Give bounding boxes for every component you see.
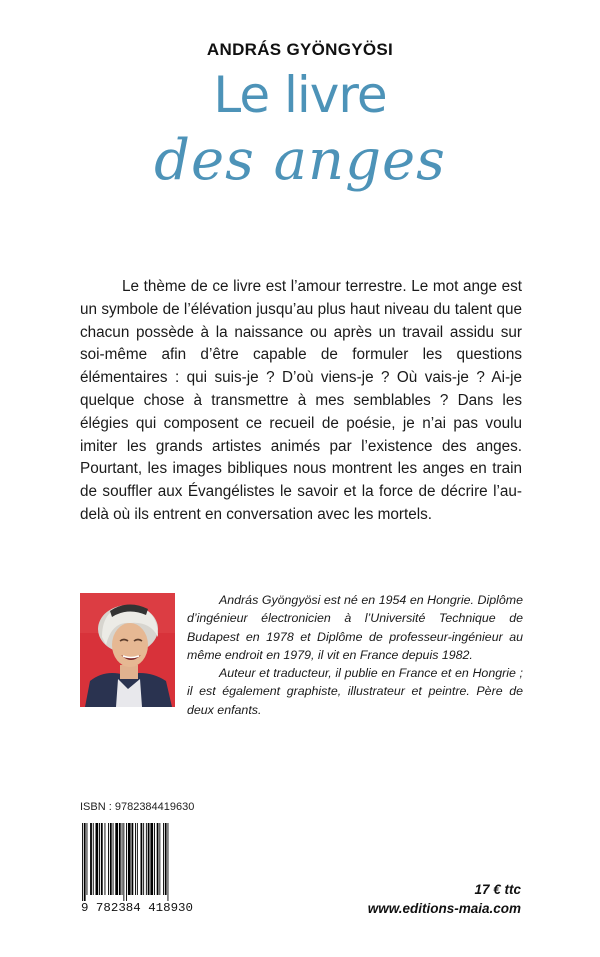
book-title-line-1: Le livre [213,66,387,124]
author-biography [187,591,523,719]
barcode-bar [87,823,88,895]
barcode-bars [82,823,168,901]
barcode-bar [96,823,99,895]
barcode-bar [146,823,147,895]
barcode-bar [128,823,131,895]
publisher-website: www.editions-maia.com [367,901,521,916]
barcode-bar [137,823,138,895]
barcode-bar [168,823,169,901]
book-blurb: Le thème de ce livre est l’amour terrestre. Le mot ange est un symbole de l’élévation jusqu’au plus haut niveau du talent que chacun possède à la naissance ou après un travail assidu sur soi-même afin d’être capable de formuler les questions élémentaires : qui suis-je ? D’où viens-je ? Où vais-je ? Ai-je quelque chose à transmettre à mes semblables ? Dans les élégies qui composent ce recueil de poésie, je n’ai pas voulu imiter les grands artistes animés par l’existence des anges. Pourtant, les images bibliques nous montrent les anges en train de souffler aux Évangélistes le savoir et la force de décrire l’au-delà où ils entrent en conversation avec les mortels. [80,278,522,523]
barcode-bar [143,823,144,895]
barcode-bar [150,823,153,895]
barcode-bar [141,823,143,895]
barcode-bar [135,823,136,895]
barcode-bar [132,823,134,895]
barcode-bar [148,823,150,895]
barcode-bar [157,823,159,895]
barcode-bar [93,823,94,895]
barcode-bar [105,823,106,895]
barcode-digits: 9 782384 418930 [81,902,194,913]
author-name: ANDRÁS GYÖNGYÖSI [206,40,394,59]
barcode-bar [82,823,83,901]
barcode-bar [115,823,118,895]
barcode-bar [84,823,86,901]
barcode-bar [163,823,164,895]
author-photo [80,593,175,707]
barcode-bar [108,823,109,895]
barcode-bar [101,823,103,895]
barcode [80,823,196,913]
barcode-bar [99,823,100,895]
bio-paragraph-1: András Gyöngyösi est né en 1954 en Hongrie. Diplôme d’ingénieur électronicien à l’Université Technique de Budapest en 1978 et Diplôme de professeur-ingénieur au même endroit en 1979, il vit en France depuis 1982. [187,593,523,662]
bio-paragraph-2: Auteur et traducteur, il publie en France et en Hongrie ; il est également graphiste, illustrateur et peintre. Père de deux enfants. [187,666,523,717]
barcode-bar [119,823,121,895]
barcode-bar [154,823,155,895]
barcode-bar [165,823,167,895]
barcode-bar [126,823,127,901]
barcode-bar [122,823,123,895]
barcode-bar [123,823,124,901]
price: 17 € ttc [474,882,521,897]
barcode-bar [90,823,92,895]
barcode-bar [159,823,160,895]
isbn-label: ISBN : 9782384419630 [80,801,195,813]
barcode-bar [110,823,112,895]
author-photo-illustration [80,593,175,707]
barcode-bar [113,823,114,895]
book-title-line-2: des anges [154,128,446,193]
